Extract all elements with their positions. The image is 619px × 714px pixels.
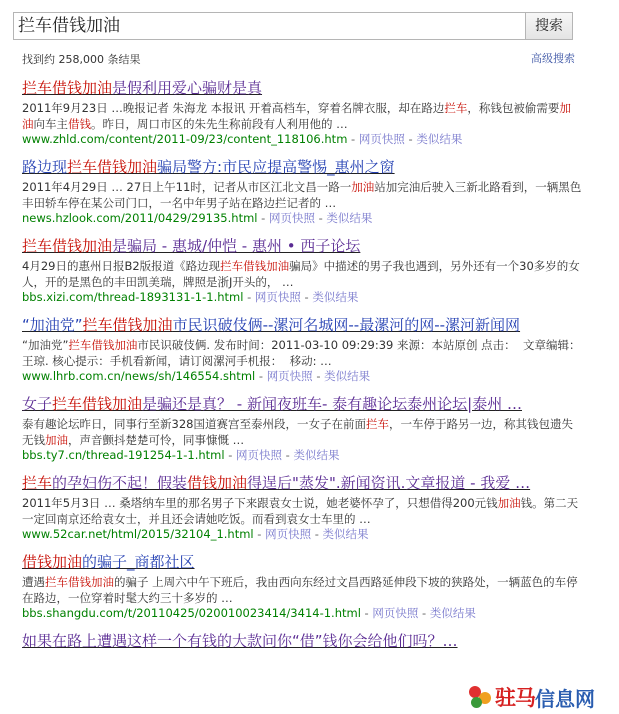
result-url: www.52car.net/html/2015/32104_1.html (22, 527, 254, 541)
results-list (22, 79, 582, 662)
keyword-highlight: 加油 (351, 180, 375, 194)
keyword-highlight: 拦车借钱加油 (22, 237, 113, 255)
result-title-link[interactable] (22, 632, 582, 651)
title-text: 的孕妇伤不起！假装 (52, 474, 188, 492)
title-text: 得逞后"蒸发".新闻资讯.文章报道 - 我爱 … (247, 474, 531, 492)
result-count: 找到约 258,000 条结果 (22, 53, 141, 66)
title-text: 女子 (22, 395, 53, 413)
similar-results-link[interactable]: 类似结果 (312, 290, 359, 304)
result-footer (22, 448, 582, 463)
result-title-link[interactable] (22, 474, 582, 493)
result-url: www.zhld.com/content/2011-09/23/content_118106.htm (22, 132, 348, 146)
snippet-text: 2011年9月23日 (22, 101, 112, 115)
search-result (22, 395, 582, 463)
keyword-highlight: 拦车借钱加油 (52, 395, 143, 413)
snippet-text: 。昨日，周口市区的朱先生称前段有人利用他的 … (91, 117, 348, 131)
snippet-text: 遭遇 (22, 575, 45, 589)
keyword-highlight: 拦车借钱加油 (67, 158, 158, 176)
separator: - (257, 211, 269, 225)
result-footer (22, 527, 582, 542)
separator: - (255, 369, 267, 383)
snippet-text: 市民识破伎俩. 发布时间：2011-03-10 09:29:39 来源：本站原创 点击： 文章编辑：王琼. 核心提示：手机看新闻，请订阅漯河手机报： 移动: … (22, 338, 581, 368)
keyword-highlight: 拦车 (365, 417, 389, 431)
title-text: 市民识破伎俩--漯河名城网--最漯河的网--漯河新闻网 (172, 316, 521, 334)
title-text: “加油党” (22, 316, 83, 334)
result-snippet (22, 179, 582, 211)
title-text: 是假利用爱心骗财是真 (112, 79, 263, 97)
snippet-text: 4月29日的惠州日报B2版报道《路边现 (22, 259, 221, 273)
keyword-highlight: 借钱加油 (22, 553, 83, 571)
snippet-text: “加油党” (22, 338, 69, 352)
snippet-text: 骗局》中描述的男子我也遇到，另外还有一个30多岁的女人，开的是黑色的丰田凯美瑞，牌照是浙J开头的， … (22, 259, 580, 289)
separator: - (404, 132, 417, 146)
title-text: 路边现 (22, 158, 68, 176)
result-url: bbs.ty7.cn/thread-191254-1-1.html (22, 448, 225, 462)
result-footer (22, 211, 582, 226)
result-footer (22, 290, 582, 305)
snippet-text: 泰有趣论坛昨日，同事行至新328国道赛宫至泰州段，一女子在前面 (22, 417, 366, 431)
keyword-highlight: 拦车借钱加油 (22, 79, 113, 97)
keyword-highlight: 借钱加油 (187, 474, 248, 492)
logo-text-part2: 信息网 (535, 686, 595, 711)
separator: - (418, 606, 430, 620)
result-footer (22, 132, 582, 147)
snippet-text: 2011年4月29日 (22, 180, 112, 194)
snippet-text: …晚报记者 朱海龙 本报讯 开着高档车，穿着名牌衣服，却在路边 (111, 101, 445, 115)
result-snippet (22, 495, 582, 527)
result-url: bbs.shangdu.com/t/20110425/020010023414/3414-1.html (22, 606, 361, 620)
separator: - (282, 448, 294, 462)
separator: - (243, 290, 255, 304)
similar-results-link[interactable]: 类似结果 (326, 211, 373, 225)
result-footer (22, 369, 582, 384)
keyword-highlight: 拦车借钱加油 (68, 338, 138, 352)
cache-link[interactable]: 网页快照 (268, 211, 315, 225)
title-text: 是骗局 - 惠城/仲恺 - 惠州 • 西子论坛 (112, 237, 361, 255)
result-snippet (22, 100, 582, 132)
cache-link[interactable]: 网页快照 (254, 290, 301, 304)
cache-link[interactable]: 网页快照 (266, 369, 313, 383)
result-snippet (22, 337, 582, 369)
result-footer (22, 606, 582, 621)
result-title-link[interactable] (22, 158, 582, 177)
search-button[interactable]: 搜索 (525, 12, 573, 40)
search-result (22, 79, 582, 147)
separator: - (314, 211, 327, 225)
snippet-text: … 桑塔纳车里的那名男子下来跟袁女士说，她老婆怀孕了，只想借得200元钱 (104, 496, 498, 510)
result-title-link[interactable] (22, 395, 582, 414)
snippet-text: 钱。第二天一定回南京还给袁女士，并且还会请她吃饭。而看到袁女士车里的 … (22, 496, 579, 526)
result-title-link[interactable] (22, 316, 582, 335)
keyword-highlight: 拦车借钱加油 (220, 259, 290, 273)
keyword-highlight: 借钱 (68, 117, 91, 131)
keyword-highlight: 加油 (497, 496, 521, 510)
separator: - (253, 527, 266, 541)
cache-link[interactable]: 网页快照 (372, 606, 419, 620)
cache-link[interactable]: 网页快照 (265, 527, 312, 541)
logo-mark-icon (467, 684, 495, 710)
logo-text-part1: 驻马 (495, 686, 535, 710)
result-url: bbs.xizi.com/thread-1893131-1-1.html (22, 290, 244, 304)
result-url: www.lhrb.com.cn/news/sh/146554.shtml (22, 369, 256, 383)
result-title-link[interactable] (22, 79, 582, 98)
result-snippet (22, 258, 582, 290)
snippet-text: 站加完油后驶入三新北路看到，一辆黑色丰田轿车停在某公司门口，一名中年男子站在路边拦记者的 … (22, 180, 582, 210)
result-title-link[interactable] (22, 237, 582, 256)
separator: - (300, 290, 313, 304)
keyword-highlight: 拦车 (444, 101, 468, 115)
snippet-text: 2011年5月3日 (22, 496, 105, 510)
keyword-highlight: 加油 (45, 433, 68, 447)
similar-results-link[interactable]: 类似结果 (293, 448, 340, 462)
search-result (22, 316, 582, 384)
search-result (22, 553, 582, 621)
separator: - (224, 448, 237, 462)
search-result (22, 474, 582, 542)
advanced-search-link[interactable]: 高级搜索 (531, 52, 575, 65)
title-text: 是骗还是真？ - 新闻夜班车- 泰有趣论坛泰州论坛|泰州 … (142, 395, 522, 413)
snippet-text: 的骗子 上周六中午下班后，我由西向东经过文昌西路延伸段下坡的狭路处，一辆蓝色的车停在路边，一位穿着时髦大约三十多岁的 … (22, 575, 578, 605)
keyword-highlight: 拦车借钱加油 (45, 575, 114, 589)
search-result (22, 632, 582, 651)
cache-link[interactable]: 网页快照 (236, 448, 283, 462)
similar-results-link[interactable]: 类似结果 (322, 527, 369, 541)
snippet-text: … 27日上午11时，记者从市区江北文昌一路一 (111, 180, 352, 194)
separator: - (312, 369, 325, 383)
search-input[interactable]: 拦车借钱加油 (13, 12, 525, 40)
site-watermark-logo (467, 682, 605, 712)
keyword-highlight: 拦车 (22, 474, 53, 492)
separator: - (347, 132, 359, 146)
similar-results-link[interactable]: 类似结果 (324, 369, 371, 383)
title-text: 如果在路上遭遇这样一个有钱的大款问你“借”钱你会给他们吗？… (22, 632, 458, 650)
separator: - (311, 527, 323, 541)
result-snippet (22, 416, 582, 448)
keyword-highlight: 加油 (22, 101, 571, 131)
result-url: news.hzlook.com/2011/0429/29135.html (22, 211, 258, 225)
snippet-text: 向车主 (33, 117, 68, 131)
snippet-text: ，称钱包被偷需要 (467, 101, 560, 115)
snippet-text: ，声音颤抖楚楚可怜，同事慷慨 … (68, 433, 245, 447)
similar-results-link[interactable]: 类似结果 (416, 132, 463, 146)
search-result (22, 158, 582, 226)
result-title-link[interactable] (22, 553, 582, 572)
keyword-highlight: 拦车借钱加油 (82, 316, 173, 334)
result-snippet (22, 574, 582, 606)
separator: - (360, 606, 373, 620)
similar-results-link[interactable]: 类似结果 (429, 606, 476, 620)
cache-link[interactable]: 网页快照 (358, 132, 405, 146)
title-text: 骗局警方:市民应提高警惕_惠州之窗 (157, 158, 395, 176)
title-text: 的骗子_商都社区 (82, 553, 195, 571)
snippet-text: ，一车停于路另一边，称其钱包遗失无钱 (22, 417, 573, 447)
search-result (22, 237, 582, 305)
